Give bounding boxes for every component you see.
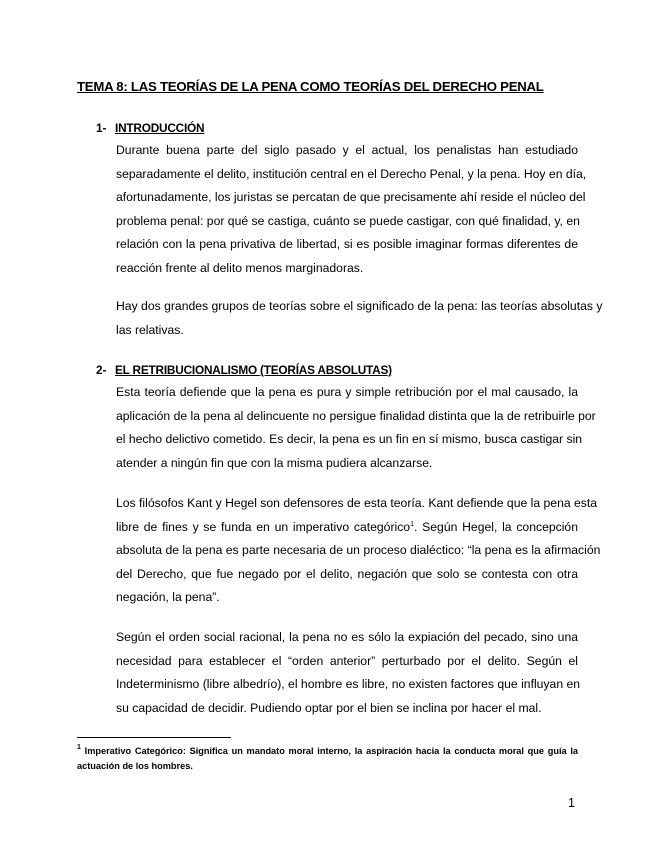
text-line: aplicación de la pena al delincuente no persigue finalidad distinta que la de retribuirle por — [116, 408, 596, 423]
section-title: EL RETRIBUCIONALISMO (TEORÍAS ABSOLUTAS) — [115, 363, 392, 377]
text-line: Indeterminismo (libre albedrío), el hombre es libre, no existen factores que influyan en — [116, 677, 581, 692]
footnote-line — [77, 744, 578, 759]
document-title: TEMA 8: LAS TEORÍAS DE LA PENA COMO TEORÍAS DEL DERECHO PENAL — [77, 79, 544, 94]
section-title: INTRODUCCIÓN — [115, 121, 205, 135]
paragraph-kant-hegel — [116, 492, 601, 610]
section-heading-1 — [96, 121, 204, 135]
text-line: relación con la pena privativa de libertad, si es posible imaginar formas diferentes de — [116, 237, 578, 252]
footnote-marker: 1 — [77, 744, 81, 751]
paragraph-intro-1 — [116, 139, 587, 281]
footnote-text: Imperativo Categórico: Significa un mandato moral interno, la aspiración hacia la conducta moral que guía la — [84, 746, 579, 756]
footnote — [77, 744, 578, 773]
text-line: atender a ningún fin que con la misma pudiera alcanzarse. — [116, 455, 433, 470]
footnote-line: actuación de los hombres. — [77, 760, 193, 771]
text-line — [116, 516, 578, 540]
text-line: del Derecho, que fue negado por el delito, negación que solo se contesta con otra — [116, 566, 578, 581]
text-line: Esta teoría defiende que la pena es pura y simple retribución por el mal causado, la — [116, 385, 578, 399]
text-line: problema penal: por qué se castiga, cuánto se puede castigar, con qué finalidad, y, en — [116, 213, 580, 228]
footnote-separator — [77, 737, 231, 738]
text-fragment: libre de fines y se funda en un imperativo categórico — [116, 519, 411, 534]
paragraph-retribucion-1 — [116, 381, 596, 475]
text-line: separadamente el delito, institución central en el Derecho Penal, y la pena. Hoy en día, — [116, 166, 587, 181]
text-line: Los filósofos Kant y Hegel son defensores de esta teoría. Kant defiende que la pena esta — [116, 496, 598, 510]
page-number: 1 — [568, 796, 575, 810]
footnote-reference[interactable]: 1 — [410, 520, 414, 528]
text-line: su capacidad de decidir. Pudiendo optar por el bien se inclina por hacer el mal. — [116, 700, 542, 715]
text-line: negación, la pena”. — [116, 590, 220, 605]
text-line: Durante buena parte del siglo pasado y el actual, los penalistas han estudiado — [116, 143, 578, 157]
text-line: Hay dos grandes grupos de teorías sobre el significado de la pena: las teorías absolutas y — [116, 299, 603, 313]
paragraph-intro-2 — [116, 295, 603, 342]
text-line: las relativas. — [116, 322, 184, 337]
text-line: necesidad para establecer el “orden anterior” perturbado por el delito. Según el — [116, 653, 578, 668]
section-heading-2 — [96, 363, 392, 377]
section-number: 1- — [96, 121, 107, 135]
text-line: reacción frente al delito menos marginadoras. — [116, 260, 364, 275]
text-line: Según el orden social racional, la pena no es sólo la expiación del pecado, sino una — [116, 630, 578, 644]
section-number: 2- — [96, 363, 107, 377]
text-line: absoluta de la pena es parte necesaria de un proceso dialéctico: “la pena es la afirmación — [116, 543, 601, 558]
text-line: el hecho delictivo cometido. Es decir, la pena es un fin en sí mismo, busca castigar sin — [116, 432, 583, 447]
text-line: afortunadamente, los juristas se percatan de que precisamente ahí reside el núcleo del — [116, 190, 586, 205]
text-fragment: . Según Hegel, la concepción — [414, 519, 578, 534]
paragraph-orden-social — [116, 626, 581, 720]
